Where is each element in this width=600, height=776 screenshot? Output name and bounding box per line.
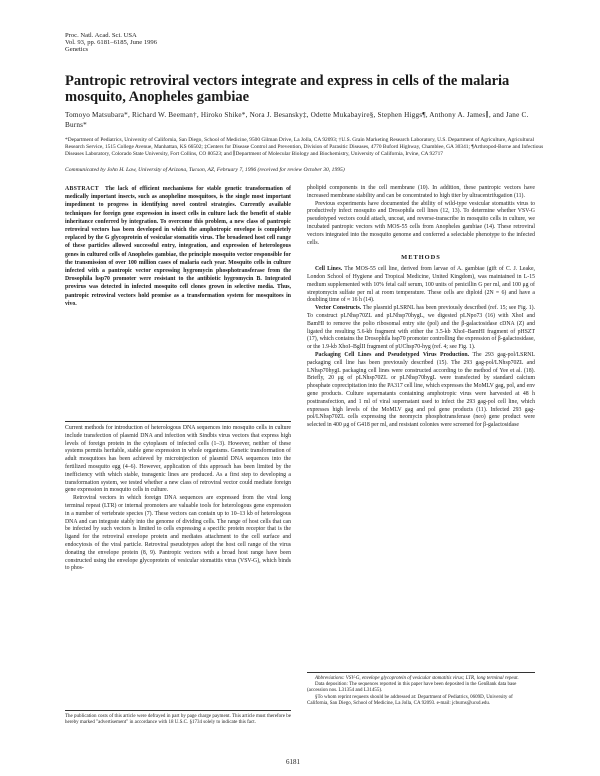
packaging-heading: Packaging Cell Lines and Pseudotyped Virus Production.: [315, 351, 470, 358]
cell-lines-paragraph: [307, 266, 535, 305]
abstract: [65, 185, 291, 308]
right-column: [307, 185, 535, 430]
cell-lines-heading: Cell Lines.: [315, 266, 343, 273]
abstract-text: The lack of efficient mechanisms for stable genetic transformation of medically important insects, such as anopheline mosquitoes, is the single most important impediment to progress in identifying novel control strategies. Currently available techniques for foreign gene expression in insect cells in culture lack the benefit of stable inheritance conferred by integration. To overcome this problem, a new class of pantropic retroviral vectors has been developed in which the amphotropic envelope is completely replaced by the G glycoprotein of vesicular stomatitis virus. The broadened host cell range of these particles allowed successful entry, integration, and expression of heterologous genes in cultured cells of Anopheles gambiae, the principle mosquito vector responsible for the transmission of over 100 million cases of malaria each year. Mosquito cells in culture infected with a pantropic vector expressing hygromycin phosphotransferase from the Drosophila hsp70 promoter were resistant to the antibiotic hygromycin B. Integrated provirus was detected in infected mosquito cell clones grown in selective media. Thus, pantropic retroviral vectors hold promise as a transformation system for mosquitoes in vivo.: [65, 186, 291, 307]
paper-title: Pantropic retroviral vectors integrate and express in cells of the malaria mosquito, Anopheles gambiae: [65, 73, 510, 105]
journal-volume: Vol. 93, pp. 6181–6185, June 1996: [65, 39, 158, 47]
data-deposition-note: Data deposition: The sequences reported in this paper have been deposited in the GenBank data base (accession nos. L31354 and L31455).: [307, 682, 517, 694]
intro-paragraph-1: Current methods for introduction of heterologous DNA sequences into mosquito cells in culture include transfection of plasmid DNA and infection with Sindbis virus vectors that express high levels of foreign protein in the cytoplasm of infected cells (1–3). However, neither of these systems permits heritable, stable gene expression in whole organisms. Genetic transformation of adult mosquitoes has been achieved by microinjection of plasmid DNA sequences into the fertilized mosquito egg (4–6). However, application of this approach has been limited by the inefficiency with which stable, transgenic lines are produced. As a first step to developing a transformation system, we tested whether a new class of retroviral vector could mediate foreign gene expression in mosquito cells in culture.: [65, 425, 291, 494]
vector-constructs-heading: Vector Constructs.: [315, 305, 362, 312]
page-number: 6181: [286, 758, 300, 766]
abstract-label: ABSTRACT: [65, 186, 99, 192]
communicated-by: Communicated by John H. Law, University of Arizona, Tucson, AZ, February 7, 1996 (received for review October 30, 1995): [65, 167, 345, 173]
vector-constructs-text: The plasmid pLSRNL has been previously described (ref. 15; see Fig. 1). To construct pLNhsp70ZL and pLNhsp70hygL, we digested pLNpo73 (16) with XhoI and BamHI to remove the polio ribosomal entry site (pol) and the β-galactosidase cDNA (Z) and ligated the resulting 5.6-kb fragment with either the 3.5-kb XhoI–BamHI fragment of pHSZT (17), which contains the Drosophila hsp70 promoter controlling the expression of β-galactosidase, or the 1.9-kb XhoI–BglII fragment of pUChsp70-hyg (ref. 4; see Fig. 1).: [307, 305, 535, 351]
abbreviations-footnotes: [307, 672, 535, 707]
introduction: [65, 425, 291, 573]
journal-section: Genetics: [65, 46, 89, 54]
author-list: Tomoyo Matsubara*, Richard W. Beeman†, Hiroko Shike*, Nora J. Besansky‡, Odette Mukabayire§, Stephen Higgs¶, Anthony A. James∥, and Jane C. Burns*: [65, 111, 529, 129]
reprint-request-note: §To whom reprint requests should be addressed at: Department of Pediatrics, 0609D, University of California, San Diego, School of Medicine, La Jolla, CA 92093. e-mail: jcburns@ucsd.edu.: [307, 694, 513, 706]
publication-cost-footnote: The publication costs of this article were defrayed in part by page charge payment. This article must therefore be hereby marked "advertisement" in accordance with 18 U.S.C. §1734 solely to indicate this fact.: [65, 710, 291, 726]
abbreviations-note: Abbreviations: VSV-G, envelope glycoprotein of vesicular stomatitis virus; LTR, long terminal repeat.: [315, 676, 519, 681]
journal-header: [65, 32, 157, 54]
methods-heading: METHODS: [401, 254, 441, 262]
affiliations: *Department of Pediatrics, University of California, San Diego, School of Medicine, 9500 Gilman Drive, La Jolla, CA 92093; †U.S. Grain Marketing Research Laboratory, U.S. Department of Agriculture, Agricultural Research Service, 1515 College Avenue, Manhattan, KS 66502; ‡Centers for Disease Control and Prevention, Division of Parasitic Diseases, 4770 Buford Highway, Chamblee, GA 30341; ¶Arthropod-Borne and Infectious Diseases Laboratory, Colorado State University, Fort Collins, CO 80523; and ∥Department of Molecular Biology and Biochemistry, University of California, Irvine, CA 92717: [65, 137, 544, 158]
journal-name: Proc. Natl. Acad. Sci. USA: [65, 32, 137, 39]
cell-lines-text: The MOS-55 cell line, derived from larvae of A. gambiae (gift of C. J. Leake, London School of Hygiene and Tropical Medicine, United Kingdom), was maintained in L-15 medium supplemented with 10% fetal calf serum, 100 units of penicillin G per ml, and 100 μg of streptomycin sulfate per ml at room temperature. These cells are diploid (2N = 6) and have a doubling time of ≈ 16 h (14).: [307, 266, 535, 304]
packaging-paragraph: [307, 352, 535, 430]
intro-paragraph-2: Retroviral vectors in which foreign DNA sequences are expressed from the viral long terminal repeat (LTR) or internal promoters are valuable tools for heterologous gene expression in a number of vertebrate species (7). These vectors can contain up to 10–13 kb of heterologous DNA and can integrate stably into the genome of dividing cells. The range of host cells that can be infected by such vectors is limited to cells expressing a specific protein receptor that is the ligand for the retroviral envelope protein and mediates attachment to the cell surface and endocytosis of the viral particle. Retroviral pseudotypes adopt the host cell range of the virus donating the envelope protein (8, 9). Pantropic vectors with a broad host range have been constructed using the envelope glycoprotein of vesicular stomatitis virus (VSV-G), which binds to phos-: [65, 495, 291, 572]
col2-paragraph-1: pholipid components in the cell membrane (10). In addition, these pantropic vectors have increased membrane stability and can be concentrated to high titer by ultracentrifugation (11).: [307, 185, 535, 199]
packaging-text: The 293 gag-pol/LSRNL packaging cell line has been previously described (15). The 293 gag-pol/LNhsp70ZL and LNhsp70hygL packaging cell lines were constructed according to the method of Yee et al. (18). Briefly, 20 μg of pLNhsp70ZL or pLNhsp70hygL were transfected by standard calcium phosphate coprecipitation into the PA317 cell line, which expresses the MoMLV gag, pol, and env gene products. Culture supernatants containing amphotropic virus were harvested at 48 h posttransfection, and 1 ml of viral supernatant used to infect the 293 gag-pol cell line, which expresses high levels of the MoMLV gag and pol gene products (11). Infected 293 gag-pol/LNhsp70ZL cells expressing the neomycin phosphotransferase (neo) gene product were selected in 400 μg of G418 per ml, and resistant colonies were screened for β-galactosidase: [307, 351, 535, 429]
vector-constructs-paragraph: [307, 305, 535, 352]
abstract-divider: [65, 421, 291, 422]
col2-paragraph-2: Previous experiments have documented the ability of wild-type vesicular stomatitis virus to productively infect mosquito and Drosophila cell lines (12, 13). To determine whether VSV-G pseudotyped vectors could attach, uncoat, and reverse-transcribe in mosquito cells in culture, we incubated pantropic vectors with MOS-55 cells from Anopheles gambiae (14). These retroviral vectors integrated into the mosquito genome and conferred a selectable phenotype to the infected cells.: [307, 200, 535, 246]
